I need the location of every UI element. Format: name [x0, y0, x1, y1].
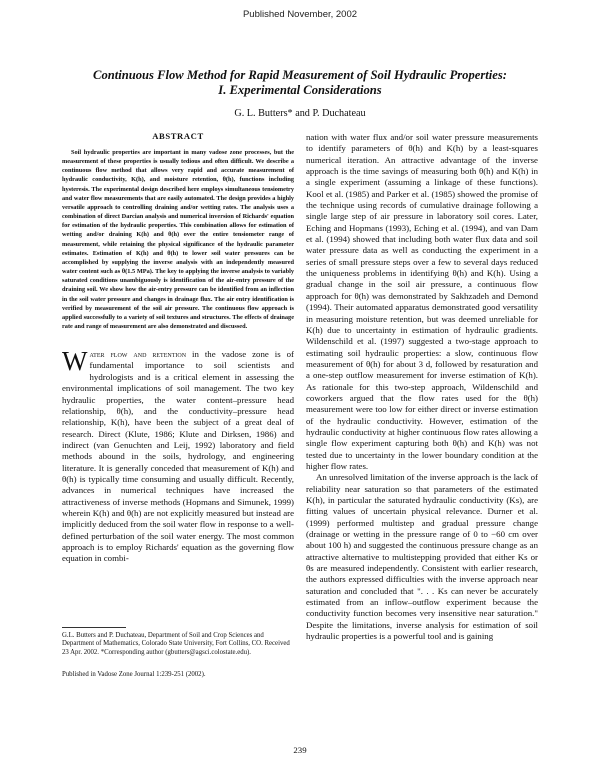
right-paragraph-1: nation with water flux and/or soil water pressure measurements to identify parameters of θ(h) and K(h) by a least-squares numerical iteration. An attractive advantage of the inverse approach is the time savings of measuring both θ(h) and K(h) in a single experiment (assuming a linkage of these functions). Kool et al. (1985) and Parker et al. (1985) showed the promise of the technique using records of cumulative drainage following a single large step of air pressure in laboratory soil cores. Later, Eching and Hopmans (1993), Eching et al. (1994), and van Dam et al. (1994) showed that including both water flux data and soil water pressure data as well as conducting the experiment in a series of small pressure steps over a few to several days reduced the uniqueness problems in identifying θ(h) and K(h). Using a gradual change in the soil air pressure, a continuous flow approach for θ(h) was demonstrated by Sakhzadeh and Demond (1994). Their automated apparatus demonstrated good versatility in measuring moisture retention, but was deemed unreliable for K(h) due to uncertainty in estimation of hydraulic gradients. Wildenschild et al. (1997) suggested a two-stage approach to estimating soil hydraulic properties: a slow, continuous flow measurement of θ(h) for about 3 d, followed by resaturation and a one-step outflow measurement for inverse estimation of K(h). As rationale for this two-step approach, Wildenschild and coworkers argued that the flow rates used for the θ(h) measurement were too low for either direct or inverse estimation of the hydraulic conductivity. However, estimation of the hydraulic conductivity at higher continuous flow rates allowing a single flow experiment capturing both θ(h) and K(h) was not tested due to uncertainty in the lower boundary condition at the higher flow rates. — [306, 132, 538, 471]
left-column — [62, 131, 294, 565]
title-line-2: I. Experimental Considerations — [218, 83, 382, 97]
author-list: G. L. Butters* and P. Duchateau — [234, 108, 366, 119]
right-paragraph-2: An unresolved limitation of the inverse approach is the lack of reliability near saturation so that parameters of the estimated K(h), in particular the saturated hydraulic conductivity (Ks), are fitting values of uncertain physical relevance. Durner et al. (1999) performed multistep and gradual pressure change (drainage or wetting in the pressure range of 0 to −60 cm over about 100 h) and suggested the continuous pressure change as an attractive alternative to multistepping provided that either Ks or θs are measured independently. Consistent with earlier research, the authors expressed difficulties with the inverse approach near saturation and concluded that ". . . Ks can never be accurately estimated from an inflow–outflow experiment because the conductivity function becomes very insensitive near saturation." Despite the limitations, inverse analysis for estimation of soil hydraulic properties is a powerful tool and is gaining — [306, 472, 538, 642]
title-line-1: Continuous Flow Method for Rapid Measurement of Soil Hydraulic Properties: — [93, 68, 507, 82]
drop-cap: W — [62, 346, 88, 377]
page-number: 239 — [293, 745, 307, 755]
paper-title — [40, 68, 560, 98]
right-column — [306, 132, 538, 642]
abstract-text: Soil hydraulic properties are important in many vadose zone processes, but the measurement of these properties is usually tedious and often difficult. We describe a continuous flow method that allows very rapid and accurate measurement of hydraulic conductivity, K(h), and moisture retention, θ(h), functions including hysteresis. The experimental design described here employs simultaneous tensiometry and water flow measurements that are easily automated. The design provides a highly versatile approach to controlling draining and/or wetting rates. The analysis uses a combination of direct Darcian analysis and numerical inversion of Richards' equation for estimation of the hydraulic properties. This combination allows for estimation of wetting and/or draining K(h) and θ(h) over the entire tensiometer range of measurement, while retaining the physical significance of the hydraulic parameter estimates. Estimation of K(h) and θ(h) to lower soil water pressures can be accomplished by supplying the inverse analysis with an independently measured water content such as θ(1.5 MPa). The key to applying the inverse analysis to variably saturated conditions unambiguously is identification of the air-entry pressure of the draining soil. We show how the air-entry pressure can be identified from an inflection in the soil water pressure and changes in drainage flux. The air entry identification is verified by measurement of the soil air pressure. The continuous flow approach is applied successfully to a variety of soil textures and structures. The effects of drainage rate and range of measurement are also demonstrated and discussed. — [62, 149, 294, 330]
publication-date: Published November, 2002 — [242, 9, 358, 20]
introduction-paragraph — [62, 346, 294, 565]
journal-citation: Published in Vadose Zone Journal 1:239-251 (2002). — [62, 671, 206, 678]
author-footnote: G.L. Butters and P. Duchateau, Department of Soil and Crop Sciences and Department of Mathematics, Colorado State University, Fort Collins, CO. Received 23 Apr. 2002. *Corresponding author (gbutters@agsci.colostate.edu). — [62, 632, 290, 656]
abstract-heading: ABSTRACT — [152, 131, 204, 141]
intro-smallcaps: ater flow and retention — [89, 349, 187, 360]
footnote-rule — [62, 627, 126, 628]
intro-text: in the vadose zone is of fundamental importance to soil scientists and hydrologists and is a critical element in assessing the environmental implications of soil management. The two key hydraulic properties, the water content–pressure head relationship, θ(h), and the conductivity–pressure head relationship, K(h), have been the subject of a great deal of research. Direct (Klute, 1986; Klute and Dirksen, 1986) and indirect (van Genuchten and Leij, 1992) laboratory and field methods abound in the soils, hydrology, and engineering literature. It is generally conceded that measurement of K(h) and θ(h) is typically time consuming and usually difficult. Recently, advances in numerical techniques have increased the attractiveness of inverse methods (Hopmans and Simunek, 1999) wherein K(h) and θ(h) are not explicitly measured but instead are implicitly deduced from the soil water flow in response to a well-defined perturbation of the soil water energy. The most common approach is to employ Richards' equation as the governing flow equation in combi- — [62, 349, 294, 564]
